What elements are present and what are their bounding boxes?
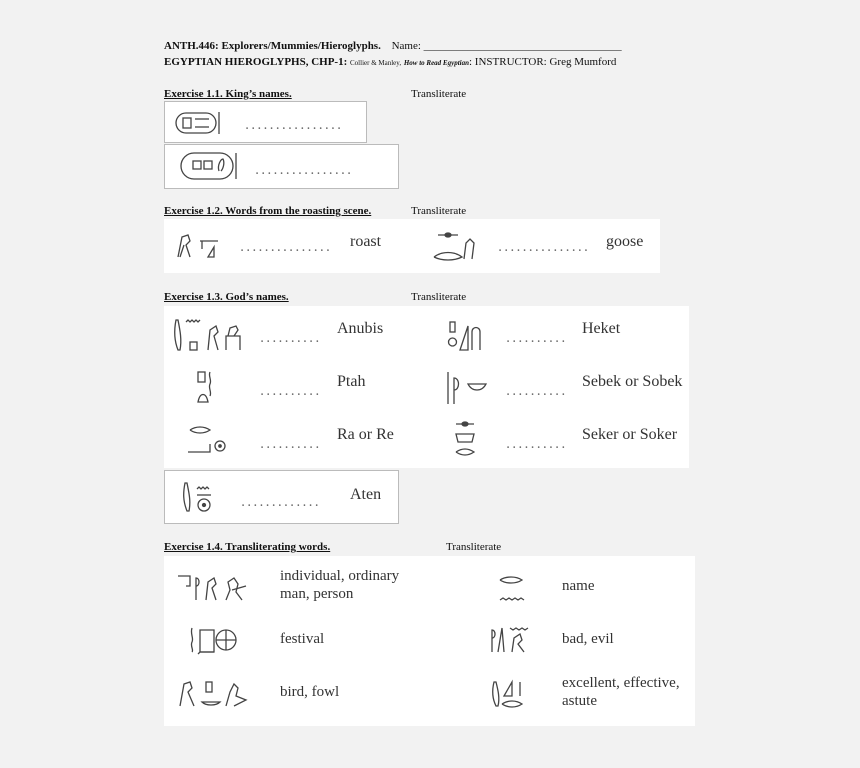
gods-names-panel (164, 306, 689, 468)
person-glyph (176, 572, 252, 602)
goose-answer-dots[interactable]: ............... (498, 240, 590, 255)
sebek-answer-dots[interactable]: .......... (506, 384, 568, 399)
citation-authors: Collier & Manley, (350, 59, 402, 67)
exercise-1-1-transliterate-label: Transliterate (411, 88, 467, 100)
answer-dots[interactable]: ................ (245, 118, 344, 133)
excellent-glyph (488, 678, 528, 710)
anubis-answer-dots[interactable]: .......... (260, 331, 322, 346)
exercise-1-1-title: Exercise 1.1. King’s names. (164, 88, 292, 100)
heket-answer-dots[interactable]: .......... (506, 331, 568, 346)
ptah-word: Ptah (337, 373, 366, 390)
cartouche-glyph-1 (173, 110, 225, 136)
name-glyph (496, 572, 528, 604)
answer-dots[interactable]: ................ (255, 163, 354, 178)
instructor-label: : INSTRUCTOR: Greg Mumford (469, 56, 617, 68)
bird-glyph (176, 678, 252, 710)
exercise-1-4-transliterate-label: Transliterate (446, 541, 502, 553)
exercise-1-3-transliterate-label: Transliterate (411, 291, 467, 303)
anubis-word: Anubis (337, 320, 384, 337)
aten-glyph (179, 481, 223, 515)
header-line-2 (164, 56, 616, 68)
exercise-1-3-title: Exercise 1.3. God’s names. (164, 291, 289, 303)
aten-answer-dots[interactable]: ............. (241, 495, 321, 510)
evil-glyph (488, 624, 536, 656)
cartouche-glyph-2 (179, 151, 239, 181)
goose-word: goose (606, 233, 644, 250)
ra-word: Ra or Re (337, 426, 394, 443)
course-title: ANTH.446: Explorers/Mummies/Hieroglyphs. (164, 40, 381, 52)
chapter-title: EGYPTIAN HIEROGLYPHS, CHP-1: (164, 56, 348, 68)
festival-word: festival (280, 631, 325, 647)
anubis-glyph (170, 316, 248, 352)
exercise-1-2-transliterate-label: Transliterate (411, 205, 467, 217)
citation-book: How to Read Egyptian (403, 59, 469, 67)
person-word: individual, ordinary man, person (280, 568, 400, 602)
exercise-1-2-title: Exercise 1.2. Words from the roasting scene. (164, 205, 372, 217)
evil-word: bad, evil (562, 631, 614, 647)
kings-name-panel-2 (164, 144, 399, 189)
exercise-1-4-title: Exercise 1.4. Transliterating words. (164, 541, 331, 553)
kings-name-panel-1 (164, 101, 367, 143)
roast-glyph (174, 231, 224, 261)
ra-glyph (186, 422, 228, 458)
transliterating-words-panel (164, 556, 695, 726)
seker-glyph (450, 418, 484, 460)
sebek-glyph (444, 370, 490, 406)
header-line-1 (164, 40, 622, 52)
goose-glyph (432, 229, 482, 263)
ptah-glyph (194, 370, 218, 406)
excellent-word: excellent, effective, astute (562, 675, 680, 709)
seker-word: Seker or Soker (582, 426, 678, 443)
roasting-panel (164, 219, 660, 273)
roast-word: roast (350, 233, 382, 250)
heket-word: Heket (582, 320, 621, 337)
roast-answer-dots[interactable]: ............... (240, 240, 332, 255)
ra-answer-dots[interactable]: .......... (260, 437, 322, 452)
seker-answer-dots[interactable]: .......... (506, 437, 568, 452)
sebek-word: Sebek or Sobek (582, 373, 683, 390)
name-word: name (562, 578, 595, 594)
name-field: Name: ____________________________________ (391, 40, 622, 52)
heket-glyph (446, 316, 486, 352)
bird-word: bird, fowl (280, 684, 340, 700)
aten-panel (164, 470, 399, 524)
aten-word: Aten (350, 486, 382, 503)
ptah-answer-dots[interactable]: .......... (260, 384, 322, 399)
festival-glyph (188, 624, 242, 656)
